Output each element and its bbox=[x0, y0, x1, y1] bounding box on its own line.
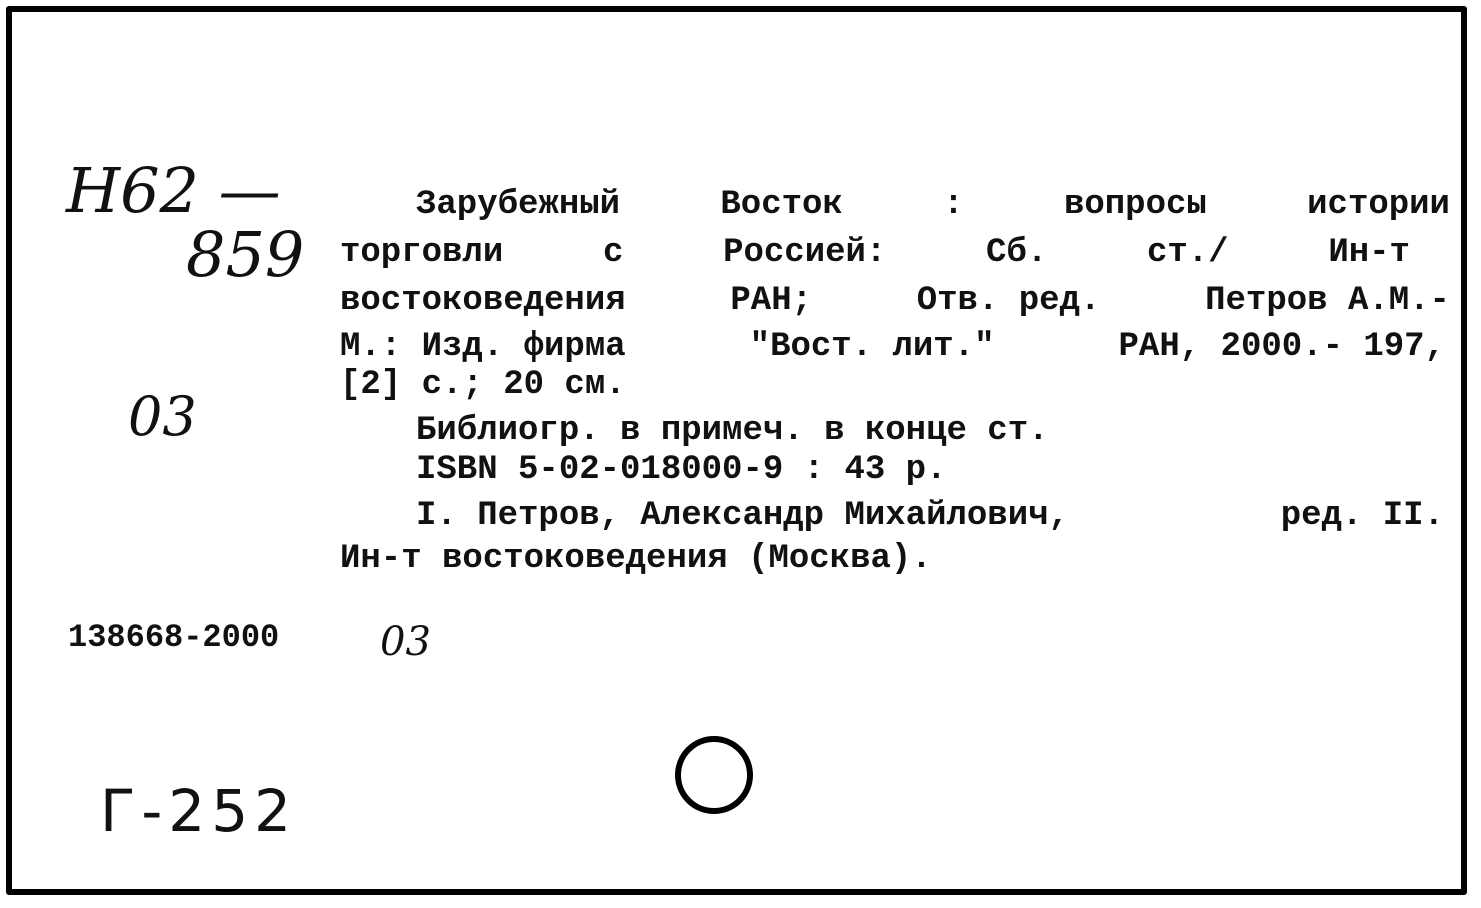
entry-word: Петров А.М.- bbox=[1205, 282, 1450, 320]
entry-word: РАН; bbox=[730, 282, 813, 320]
entry-word: : bbox=[943, 186, 964, 224]
entry-word: вопросы bbox=[1063, 186, 1207, 224]
inventory-number: 138668-2000 bbox=[68, 619, 280, 656]
entry-line-4 bbox=[340, 330, 1445, 364]
handwritten-code-bottom: 03 bbox=[380, 619, 431, 665]
entry-line-3 bbox=[340, 284, 1450, 318]
entry-word: М.: Изд. фирма bbox=[340, 328, 626, 366]
entry-word: Восток bbox=[720, 186, 843, 224]
entry-line-5: [2] с.; 20 см. bbox=[340, 366, 626, 404]
entry-word: I. Петров, Александр Михайлович, bbox=[416, 497, 1069, 535]
handwritten-code-left: 03 bbox=[128, 385, 197, 448]
entry-word: Зарубежный bbox=[416, 186, 621, 224]
handwritten-call-number-bottom: 859 bbox=[186, 218, 305, 291]
handwritten-call-number-top: Н62 — bbox=[66, 154, 281, 227]
entry-word: Сб. bbox=[986, 234, 1048, 272]
entry-word: истории bbox=[1307, 186, 1450, 224]
tracing-line-2: Ин-т востоковедения (Москва). bbox=[340, 540, 932, 578]
entry-word: Россией: bbox=[723, 234, 887, 272]
entry-word: ст./ bbox=[1146, 234, 1229, 272]
tracing-line-1 bbox=[416, 499, 1444, 533]
entry-word: с bbox=[602, 234, 624, 272]
entry-word: ред. II. bbox=[1280, 497, 1444, 535]
entry-line-2 bbox=[340, 236, 1410, 270]
entry-word: Отв. ред. bbox=[916, 282, 1101, 320]
entry-word: Ин-т bbox=[1328, 234, 1410, 272]
isbn-line: ISBN 5-02-018000-9 : 43 р. bbox=[416, 451, 947, 489]
bibliography-note: Библиогр. в примеч. в конце ст. bbox=[416, 412, 1049, 450]
entry-word: РАН, 2000.- 197, bbox=[1118, 328, 1445, 366]
card-punch-hole bbox=[675, 736, 753, 814]
handwritten-shelf-mark: Г-252 bbox=[100, 777, 298, 845]
entry-line-1 bbox=[416, 188, 1450, 222]
entry-word: торговли bbox=[340, 234, 504, 272]
entry-word: "Вост. лит." bbox=[749, 328, 995, 366]
entry-word: востоковедения bbox=[340, 282, 626, 320]
